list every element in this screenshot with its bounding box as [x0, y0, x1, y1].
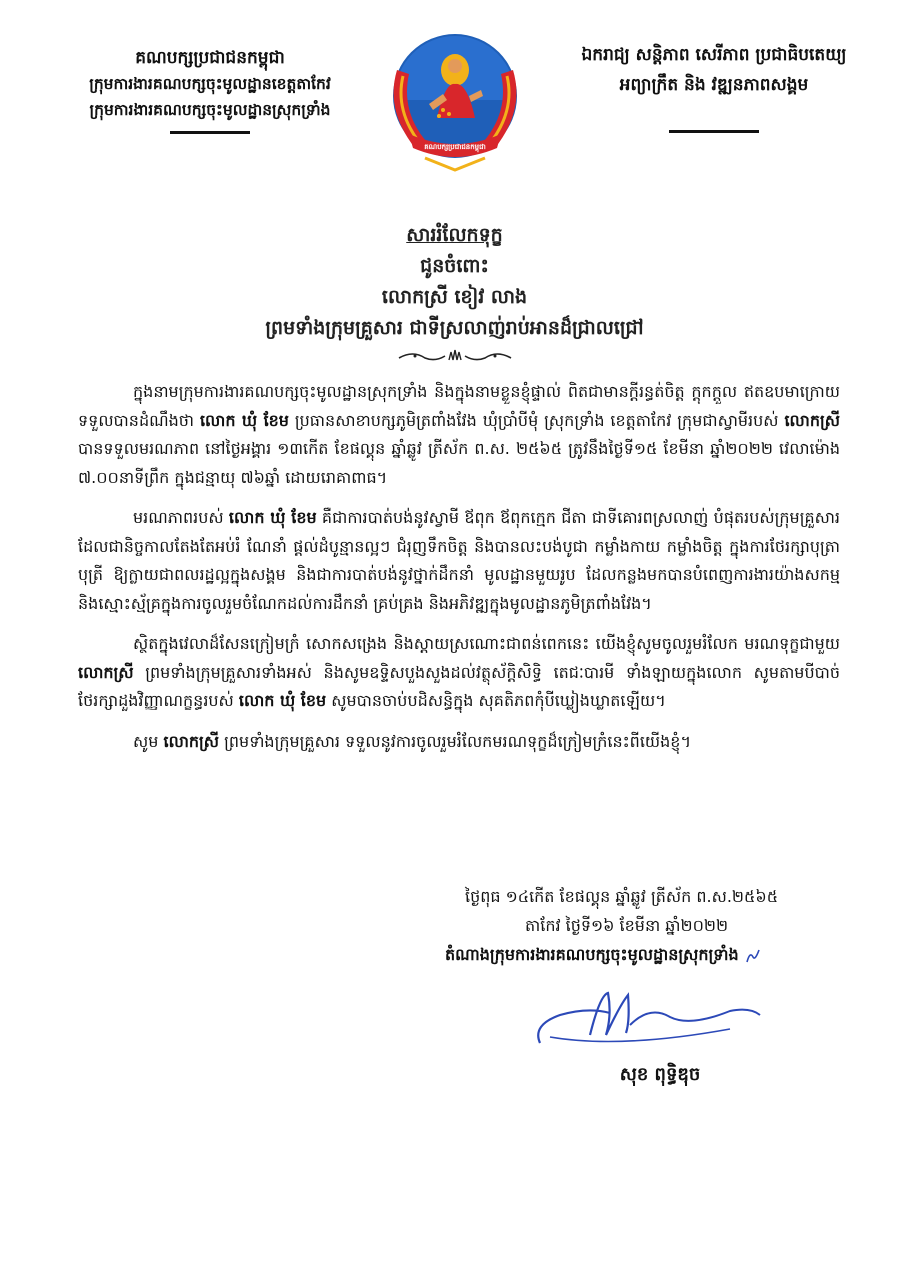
signer-name: សុខ ពុទ្ធិឌុច	[619, 1064, 701, 1085]
recipient-family: ព្រមទាំងក្រុមគ្រួសារ ជាទីស្រលាញ់រាប់អានដ៏ជ្រាលជ្រៅ	[265, 317, 644, 339]
widow-title: លោកស្រី	[784, 410, 840, 430]
date-block	[445, 882, 865, 969]
representative-line: តំណាងក្រុមការងារគណបក្សចុះមូលដ្ឋានស្រុកទ្រាំង	[445, 940, 865, 969]
condolence-title: សាររំលែកទុក្ខ	[406, 224, 503, 246]
deceased-name: លោក ឃុំ ខែម	[238, 691, 327, 710]
district-working-group: ក្រុមការងារគណបក្សចុះមូលដ្ឋានស្រុកទ្រាំង	[89, 101, 331, 119]
widow-title: លោកស្រី	[78, 662, 134, 682]
letter-title	[0, 220, 909, 344]
pen-initial-icon	[744, 947, 762, 965]
handwritten-signature-icon	[530, 985, 770, 1055]
solar-date: តាកែវ ថ្ងៃទី១៦ ខែមីនា ឆ្នាំ២០២២	[525, 916, 729, 935]
ornamental-divider-icon	[395, 348, 515, 364]
emblem-banner-text: គណបក្សប្រជាជនកម្ពុជា	[424, 143, 486, 151]
province-working-group: ក្រុមការងារគណបក្សចុះមូលដ្ឋានខេត្តតាកែវ	[89, 75, 331, 93]
addressed-to: ជូនចំពោះ	[420, 255, 489, 277]
header-left	[40, 45, 380, 134]
paragraph-2: មរណភាពរបស់ លោក ឃុំ ខែម គឺជាការបាត់បង់នូវស្វាមី ឪពុក ឪពុកក្មេក ជីតា ជាទីគោរពស្រលាញ់ បំផុតរបស់ក្រុមគ្រួសារ ដែលជានិច្ចកាលតែងតែអប់រំ ណែនាំ ផ្តល់ដំបូន្មានល្អៗ ជំរុញទឹកចិត្ត និងបានលះបង់បូជា កម្លាំងកាយ កម្លាំងចិត្ត ក្នុងការថែរក្សាបុត្រា បុត្រី ឱ្យក្លាយជាពលរដ្ឋល្អក្នុងសង្គម និងជាការបាត់បង់នូវថ្នាក់ដឹកនាំ មូលដ្ឋានមួយរូប ដែលកន្លងមកបានបំពេញការងារយ៉ាងសកម្ម និងស្មោះស្ម័គ្រក្នុងការចូលរួមចំណែកដល់ការដឹកនាំ គ្រប់គ្រង និងអភិវឌ្ឍក្នុងមូលដ្ឋានភូមិត្រពាំងវែង។	[78, 508, 841, 613]
recipient-name: លោកស្រី ខៀវ លាង	[381, 286, 528, 308]
national-motto: ឯករាជ្យ សន្តិភាព សេរីភាព ប្រជាធិបតេយ្យ	[581, 45, 847, 65]
header-right-rule	[669, 130, 759, 133]
deceased-name: លោក ឃុំ ខែម	[199, 410, 289, 430]
cpp-party-emblem-icon	[385, 30, 525, 175]
party-name: គណបក្សប្រជាជនកម្ពុជា	[135, 48, 285, 68]
deceased-name: លោក ឃុំ ខែម	[228, 508, 317, 527]
national-motto-2: អព្យាក្រឹត និង វឌ្ឍនភាពសង្គម	[619, 75, 809, 95]
paragraph-3: ស្ថិតក្នុងវេលាដ៏សែនក្រៀមក្រំ សោកសង្រេង និងស្តាយស្រណោះជាពន់ពេកនេះ យើងខ្ញុំសូមចូលរួមរំលែក មរណទុក្ខជាមួយ លោកស្រី ព្រមទាំងក្រុមគ្រួសារទាំងអស់ និងសូមឧទ្ទិសបួងសួងដល់វត្ថុស័ក្តិសិទ្ធិ តេជៈបារមី ទាំងឡាយក្នុងលោក សូមតាមបីបាច់ថែរក្សាដួងវិញ្ញាណក្ខន្ធរបស់ លោក ឃុំ ខែម សូមបានចាប់បដិសន្ធិក្នុង សុគតិភពកុំបីឃ្លៀងឃ្លាតឡើយ។	[78, 634, 840, 710]
header-left-rule	[170, 131, 250, 134]
letter-body	[78, 378, 840, 768]
widow-title: លោកស្រី	[163, 731, 220, 751]
lunar-date: ថ្ងៃពុធ ១៤កើត ខែផល្គុន ឆ្នាំឆ្លូវ ត្រីស័ក ព.ស.២៥៦៥	[465, 887, 779, 906]
header-right	[549, 40, 879, 133]
paragraph-1: ក្នុងនាមក្រុមការងារគណបក្សចុះមូលដ្ឋានស្រុកទ្រាំង និងក្នុងនាមខ្លួនខ្ញុំផ្ទាល់ ពិតជាមានក្តីរន្ធត់ចិត្ត ក្តុកក្តួល ឥតឧបមាក្រោយទទួលបានដំណឹងថា លោក ឃុំ ខែម ប្រធានសាខាបក្សភូមិត្រពាំងវែង ឃុំប្រាំបីមុំ ស្រុកទ្រាំង ខេត្តតាកែវ ក្រុមជាស្វាមីរបស់ លោកស្រី បានទទួលមរណភាព នៅថ្ងៃអង្គារ ១៣កើត ខែផល្គុន ឆ្នាំឆ្លូវ ត្រីស័ក ព.ស. ២៥៦៥ ត្រូវនឹងថ្ងៃទី១៥ ខែមីនា ឆ្នាំ២០២២ វេលាម៉ោង ៧.០០នាទីព្រឹក ក្នុងជន្មាយុ ៧៦ឆ្នាំ ដោយរោគាពាធ។	[78, 382, 840, 487]
paragraph-4: សូម លោកស្រី ព្រមទាំងក្រុមគ្រួសារ ទទួលនូវការចូលរួមរំលែកមរណទុក្ខដ៏ក្រៀមក្រំនេះពីយើងខ្ញុំ។	[133, 731, 691, 751]
